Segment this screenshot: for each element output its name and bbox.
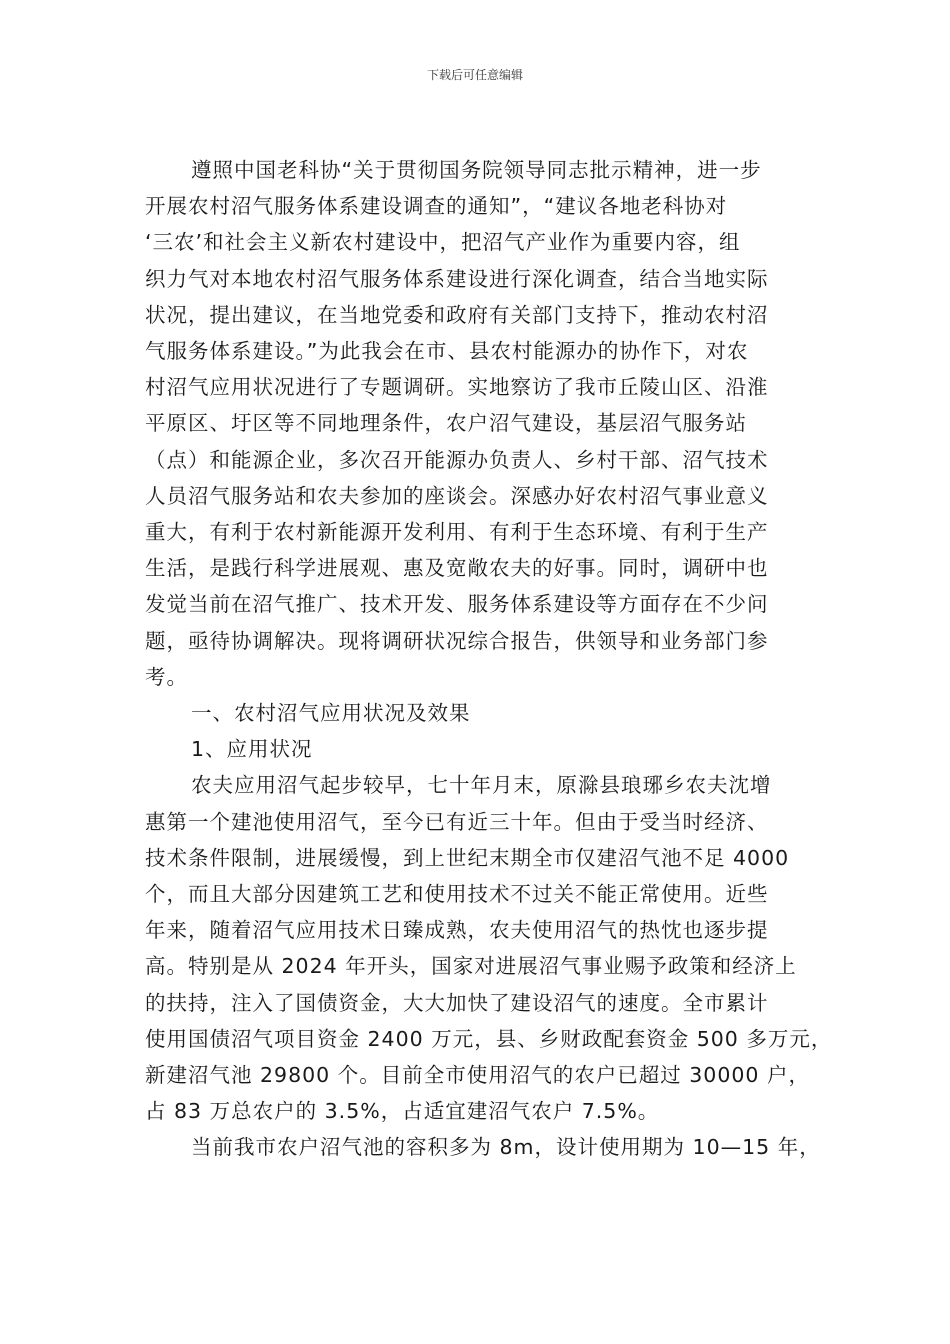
paragraph-status <box>145 767 833 1129</box>
heading-text: 一、农村沼气应用状况及效果 <box>191 701 471 726</box>
text-line: 占 83 万总农户的 3.5%，占适宜建沼气农户 7.5%。 <box>145 1099 660 1124</box>
document-body <box>145 152 833 1166</box>
text-line: 高。特别是从 2024 年开头，国家对进展沼气事业赐予政策和经济上 <box>145 954 797 979</box>
text-line: 使用国债沼气项目资金 2400 万元，县、乡财政配套资金 500 多万元， <box>145 1026 833 1051</box>
text-line: 题，亟待协调解决。现将调研状况综合报告，供领导和业务部门参 <box>145 628 769 653</box>
text-line: 当前我市农户沼气池的容积多为 8m，设计使用期为 10—15 年， <box>191 1135 821 1160</box>
text-line: 年来，随着沼气应用技术日臻成熟，农夫使用沼气的热忱也逐步提 <box>145 918 769 943</box>
text-line: 发觉当前在沼气推广、技术开发、服务体系建设等方面存在不少问 <box>145 592 769 617</box>
text-line: 状况，提出建议，在当地党委和政府有关部门支持下，推动农村沼 <box>145 302 769 327</box>
text-line: 生活，是践行科学进展观、惠及宽敞农夫的好事。同时，调研中也 <box>145 556 769 581</box>
text-line: 气服务体系建设。”为此我会在市、县农村能源办的协作下，对农 <box>145 339 749 364</box>
text-line: 技术条件限制，进展缓慢，到上世纪末期全市仅建沼气池不足 4000 <box>145 845 790 870</box>
text-line: 人员沼气服务站和农夫参加的座谈会。深感办好农村沼气事业意义 <box>145 483 769 508</box>
page-header: 下载后可任意编辑 <box>426 68 523 82</box>
text-line: 重大，有利于农村新能源开发利用、有利于生态环境、有利于生产 <box>145 520 769 545</box>
subsection-heading <box>145 731 825 767</box>
paragraph-intro <box>145 152 825 695</box>
paragraph-capacity <box>145 1129 825 1165</box>
text-line: 村沼气应用状况进行了专题调研。实地察访了我市丘陵山区、沿淮 <box>145 375 769 400</box>
text-line: ‘三农’和社会主义新农村建设中，把沼气产业作为重要内容，组 <box>145 230 741 255</box>
text-line: 新建沼气池 29800 个。目前全市使用沼气的农户已超过 30000 户， <box>145 1063 810 1088</box>
text-line: 农夫应用沼气起步较早，七十年月末，原滁县琅琊乡农夫沈增 <box>191 773 772 798</box>
text-line: 织力气对本地农村沼气服务体系建设进行深化调查，结合当地实际 <box>145 266 769 291</box>
text-line: 个，而且大部分因建筑工艺和使用技术不过关不能正常使用。近些 <box>145 882 769 907</box>
text-line: 遵照中国老科协“关于贯彻国务院领导同志批示精神，进一步 <box>191 158 762 182</box>
text-line: 平原区、圩区等不同地理条件，农户沼气建设，基层沼气服务站 <box>145 411 747 436</box>
text-line: （点）和能源企业，多次召开能源办负责人、乡村干部、沼气技术 <box>145 447 769 472</box>
section-heading <box>145 695 825 731</box>
text-line: 考。 <box>145 664 188 689</box>
text-line: 的扶持，注入了国债资金，大大加快了建设沼气的速度。全市累计 <box>145 990 769 1015</box>
text-line: 开展农村沼气服务体系建设调查的通知”，“建议各地老科协对 <box>145 194 728 219</box>
text-line: 惠第一个建池使用沼气，至今已有近三十年。但由于受当时经济、 <box>145 809 769 834</box>
subheading-text: 1、应用状况 <box>191 737 313 762</box>
